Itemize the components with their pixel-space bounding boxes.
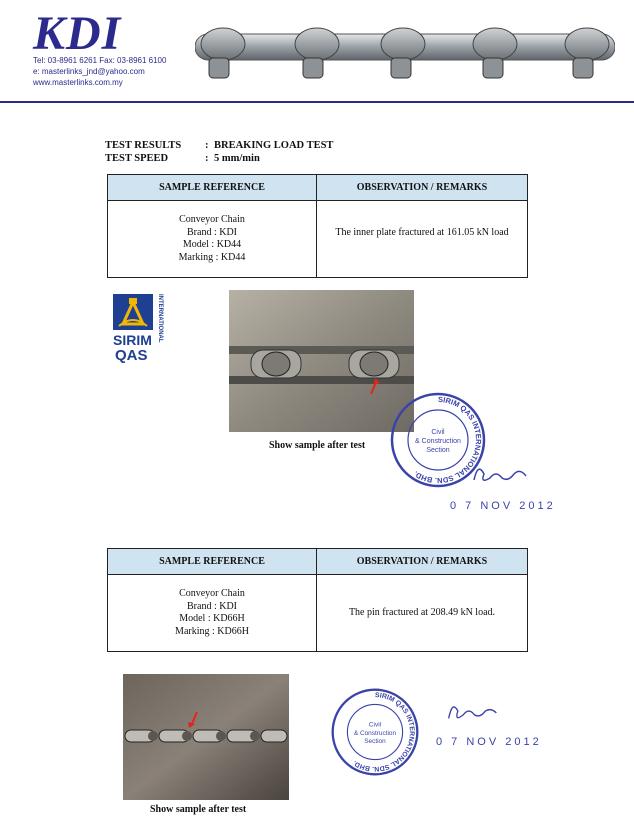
test-results-value: BREAKING LOAD TEST (214, 140, 334, 151)
sample-line: Model : KD44 (182, 239, 242, 250)
sample-line: Brand : KDI (187, 600, 237, 612)
stamp-center-line: Civil (368, 721, 382, 729)
sample-photo-2 (123, 674, 289, 800)
sirim-qas-logo (111, 292, 167, 364)
sample-line: Marking : KD66H (175, 625, 249, 637)
signature-2 (445, 698, 500, 726)
sample-line: Model : KD66H (179, 613, 245, 624)
sirim-text: SIRIM (113, 332, 152, 348)
contact-email: e: masterlinks_jnd@yahoo.com (33, 67, 145, 76)
test-speed-label: TEST SPEED (105, 153, 169, 164)
contact-website: www.masterlinks.com.my (33, 78, 123, 87)
observation-cell: The inner plate fractured at 161.05 kN load (317, 201, 528, 278)
observation-header: OBSERVATION / REMARKS (317, 175, 528, 201)
results-table-2 (107, 548, 528, 652)
sample-line: Conveyor Chain (179, 214, 245, 225)
header-chain-image (195, 20, 615, 90)
stamp-center-line: Section (364, 738, 386, 746)
sample-line: Conveyor Chain (179, 588, 245, 599)
stamp-center-line: & Construction (415, 438, 461, 445)
observation-header: OBSERVATION / REMARKS (317, 549, 528, 575)
kdi-logo: KDI (33, 7, 122, 60)
results-table-1 (107, 174, 528, 278)
contact-phone: Tel: 03-8961 6261 Fax: 03-8961 6100 (33, 56, 167, 65)
test-speed-separator: : (205, 153, 209, 164)
sample-photo-1 (229, 290, 414, 432)
test-speed-value: 5 mm/min (214, 153, 260, 164)
signature-1 (470, 460, 530, 490)
sample-reference-header: SAMPLE REFERENCE (108, 549, 317, 575)
stamp-date-2: 0 7 NOV 2012 (436, 736, 542, 748)
sample-line: Marking : KD44 (178, 251, 246, 263)
qas-text: QAS (115, 347, 148, 364)
test-results-separator: : (205, 140, 209, 151)
stamp-center-line: & Construction (353, 729, 397, 737)
stamp-center-line: Section (426, 447, 450, 454)
photo-2-caption: Show sample after test (150, 804, 247, 815)
sample-reference-cell (108, 201, 317, 278)
photo-1-caption: Show sample after test (269, 440, 366, 451)
stamp-date-1: 0 7 NOV 2012 (450, 500, 556, 512)
observation-cell: The pin fractured at 208.49 kN load. (317, 575, 528, 652)
test-results-label: TEST RESULTS (105, 140, 182, 151)
sirim-stamp-2 (329, 686, 421, 778)
sample-reference-header: SAMPLE REFERENCE (108, 175, 317, 201)
stamp-ring-text: SIRIM QAS INTERNATIONAL SDN. BHD. (351, 691, 415, 773)
header-divider (0, 101, 634, 103)
international-text: INTERNATIONAL (157, 294, 163, 343)
sample-reference-cell (108, 575, 317, 652)
stamp-center-line: Civil (431, 429, 445, 436)
sample-line: Brand : KDI (187, 226, 237, 238)
stamp-ring-text: SIRIM QAS INTERNATIONAL SDN. BHD. (411, 394, 484, 486)
